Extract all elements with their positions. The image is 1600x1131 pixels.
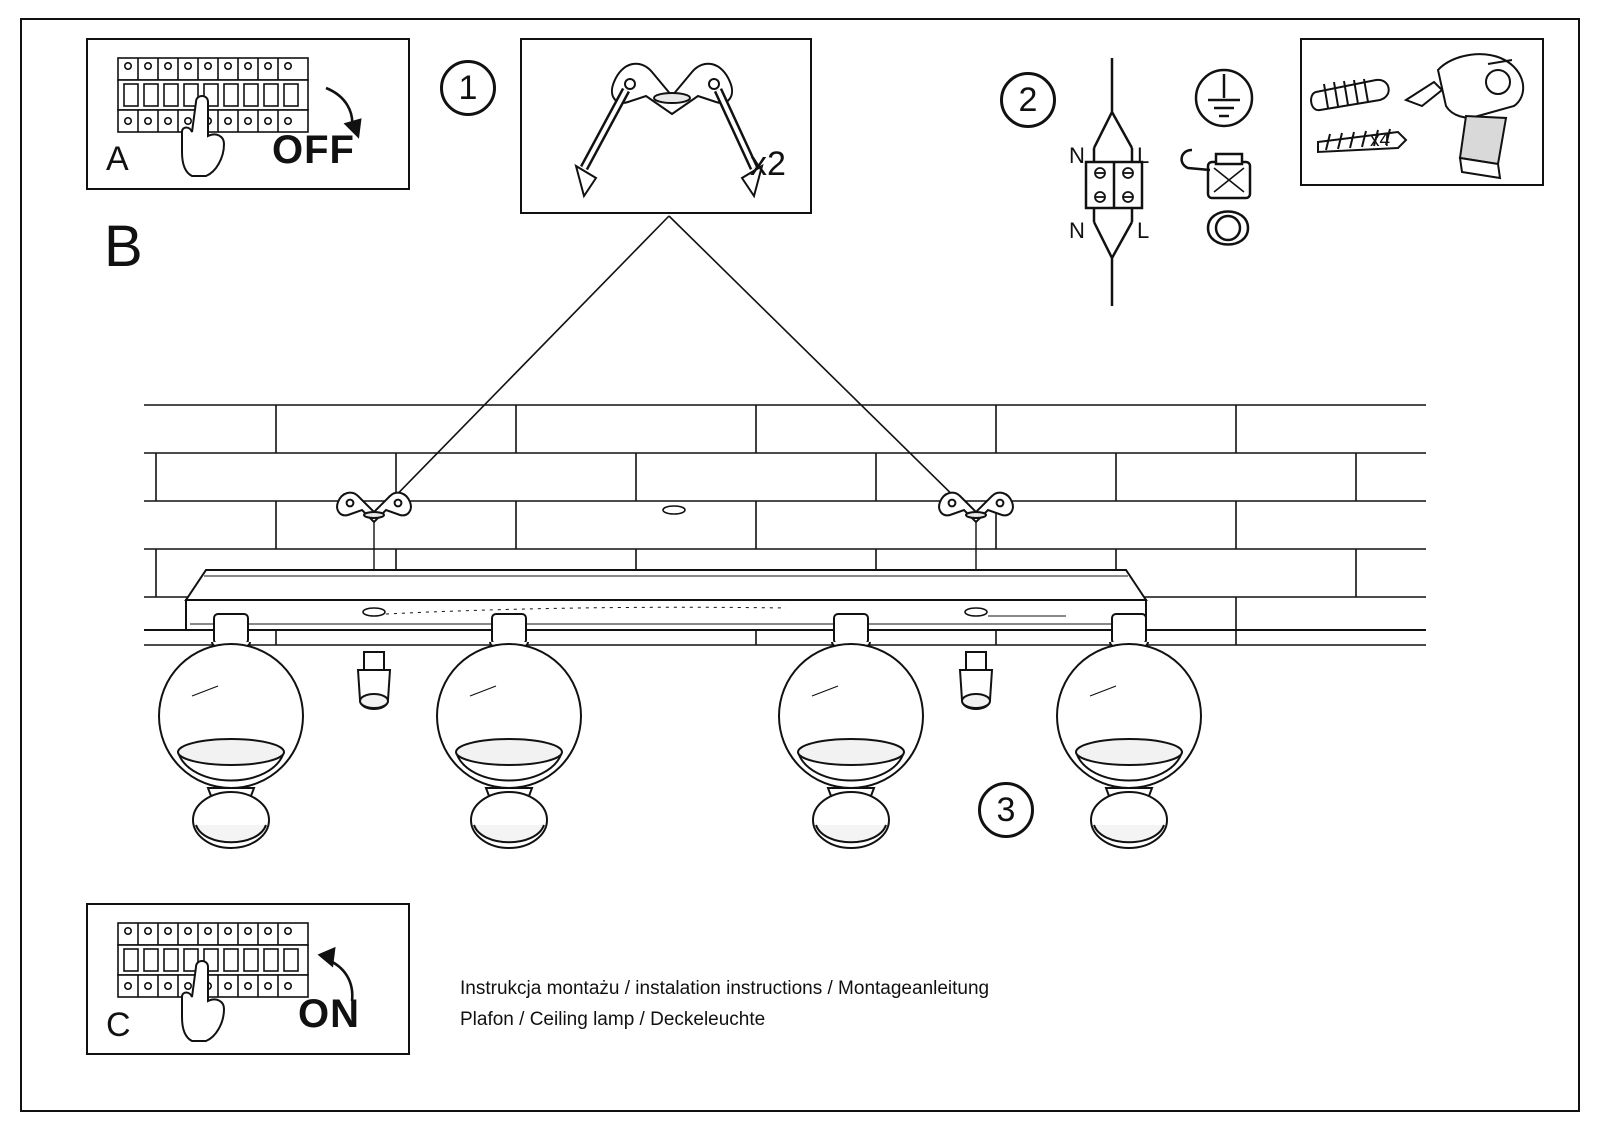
wall-bracket-left [337, 493, 411, 522]
step-2-badge: 2 [1000, 72, 1056, 128]
step-1-badge: 1 [440, 60, 496, 116]
spot-head [779, 614, 923, 848]
spot-head [159, 614, 303, 848]
step-a-letter: A [106, 140, 129, 178]
lamp-base-bar [186, 570, 1146, 630]
wall-bracket-right [939, 493, 1013, 522]
panel-tools [1300, 38, 1544, 186]
spot-head [1057, 614, 1201, 848]
mounting-bracket-icon [522, 40, 810, 212]
panel-step-c [86, 903, 410, 1055]
power-drill-icon [1406, 54, 1523, 178]
breaker-off-illustration [88, 40, 408, 188]
footer-line-2: Plafon / Ceiling lamp / Deckeleuchte [460, 1009, 766, 1030]
alignment-lines [374, 522, 976, 574]
tools-quantity: x4 [1370, 130, 1391, 151]
step-1-quantity: x2 [750, 145, 786, 183]
footer-line-1: Instrukcja montażu / instalation instructions / Montageanleitung [460, 978, 990, 999]
main-assembly-illustration [86, 200, 1506, 870]
tools-illustration [1302, 40, 1542, 184]
step-a-label: OFF [272, 128, 355, 172]
step-b-letter: B [104, 214, 143, 279]
footer-instructions [460, 973, 1220, 1035]
wall-plug-icon [1311, 79, 1389, 110]
spot-head [437, 614, 581, 848]
wire-label-l-bottom: L [1137, 218, 1150, 243]
step-3-badge: 3 [978, 782, 1034, 838]
leader-lines [374, 216, 976, 518]
screw-icon [1318, 129, 1406, 152]
center-hole [663, 506, 685, 514]
panel-step-1 [520, 38, 812, 214]
wire-label-n-bottom: N [1069, 218, 1085, 243]
step-c-letter: C [106, 1006, 131, 1044]
wire-label-n-top: N [1069, 143, 1085, 168]
step-c-label: ON [298, 992, 360, 1036]
panel-step-a [86, 38, 410, 190]
wire-label-l-top: L [1137, 143, 1150, 168]
fixing-screw [358, 652, 390, 709]
fixing-screw [960, 652, 992, 709]
breaker-on-illustration [88, 905, 408, 1053]
